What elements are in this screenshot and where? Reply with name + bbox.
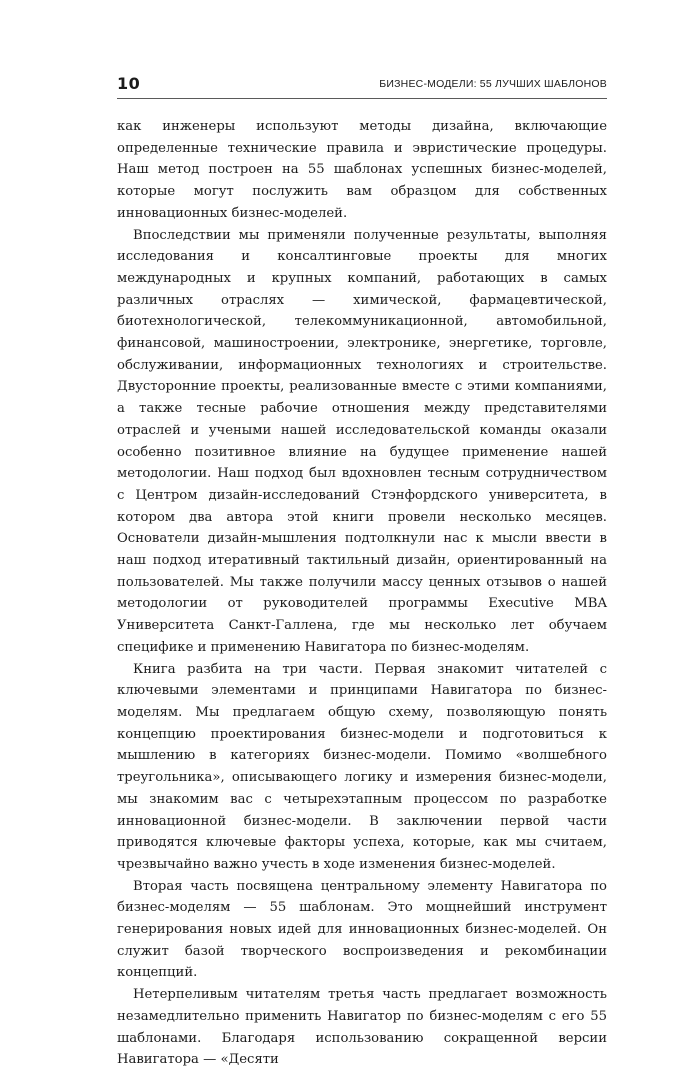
paragraph-part-two: Вторая часть посвящена центральному элементу Навигатора по бизнес-моделям — 55 шаблонам. Это мощнейший инструмент генерирования новых идей для инновационных бизнес-моделей. Он служит базой творческого воспроизведения и рекомбинации концепций. xyxy=(117,878,607,981)
paragraph-continuation: как инженеры используют методы дизайна, включающие определенные технические правила и эвристические процедуры. Наш метод построен на 55 шаблонах успешных бизнес-моделей, которые могут послужить вам образцом для собственных инновационных бизнес-моделей. xyxy=(117,119,607,221)
paragraph-part-three: Нетерпеливым читателям третья часть предлагает возможность незамедлительно применить Навигатор по бизнес-моделям с его 55 шаблонами. Благодаря использованию сокращенной версии Навигатора — «Десяти xyxy=(117,987,607,1068)
header-rule xyxy=(117,98,607,99)
body-text xyxy=(117,116,607,1071)
paragraph-research: Впоследствии мы применяли полученные результаты, выполняя исследования и консалтинговые проекты для многих международных и крупных компаний, работающих в самых различных отраслях — химической, фармацевтической, биотехнологической, телекоммуникационной, автомобильной, финансовой, машиностроении, электронике, энергетике, торговле, обслуживании, информационных технологиях и строительстве. Двусторонние проекты, реализованные вместе с этими компаниями, а также тесные рабочие отношения между представителями отраслей и учеными нашей исследовательской команды оказали особенно позитивное влияние на будущее применение нашей методологии. Наш подход был вдохновлен тесным сотрудничеством с Центром дизайн-исследований Стэнфордского университета, в котором два автора этой книги провели несколько месяцев. Основатели дизайн-мышления подтолкнули нас к мысли ввести в наш подход итеративный тактильный дизайн, ориентированный на пользователей. Мы также получили массу ценных отзывов о нашей методологии от руководителей программы Executive MBA Университета Санкт-Галлена, где мы несколько лет обучаем специфике и применению Навигатора по бизнес-моделям. xyxy=(117,227,607,655)
page-number: 10 xyxy=(117,74,141,93)
running-header: БИЗНЕС-МОДЕЛИ: 55 ЛУЧШИХ ШАБЛОНОВ xyxy=(379,78,607,90)
paragraph-book-structure: Книга разбита на три части. Первая знакомит читателей с ключевыми элементами и принципами Навигатора по бизнес-моделям. Мы предлагаем общую схему, позволяющую понять концепцию проектирования бизнес-модели и подготовиться к мышлению в категориях бизнес-модели. Помимо «волшебного треугольника», описывающего логику и измерения бизнес-модели, мы знакомим вас с четырехэтапным процессом по разработке инновационной бизнес-модели. В заключении первой части приводятся ключевые факторы успеха, которые, как мы считаем, чрезвычайно важно учесть в ходе изменения бизнес-моделей. xyxy=(117,661,607,872)
